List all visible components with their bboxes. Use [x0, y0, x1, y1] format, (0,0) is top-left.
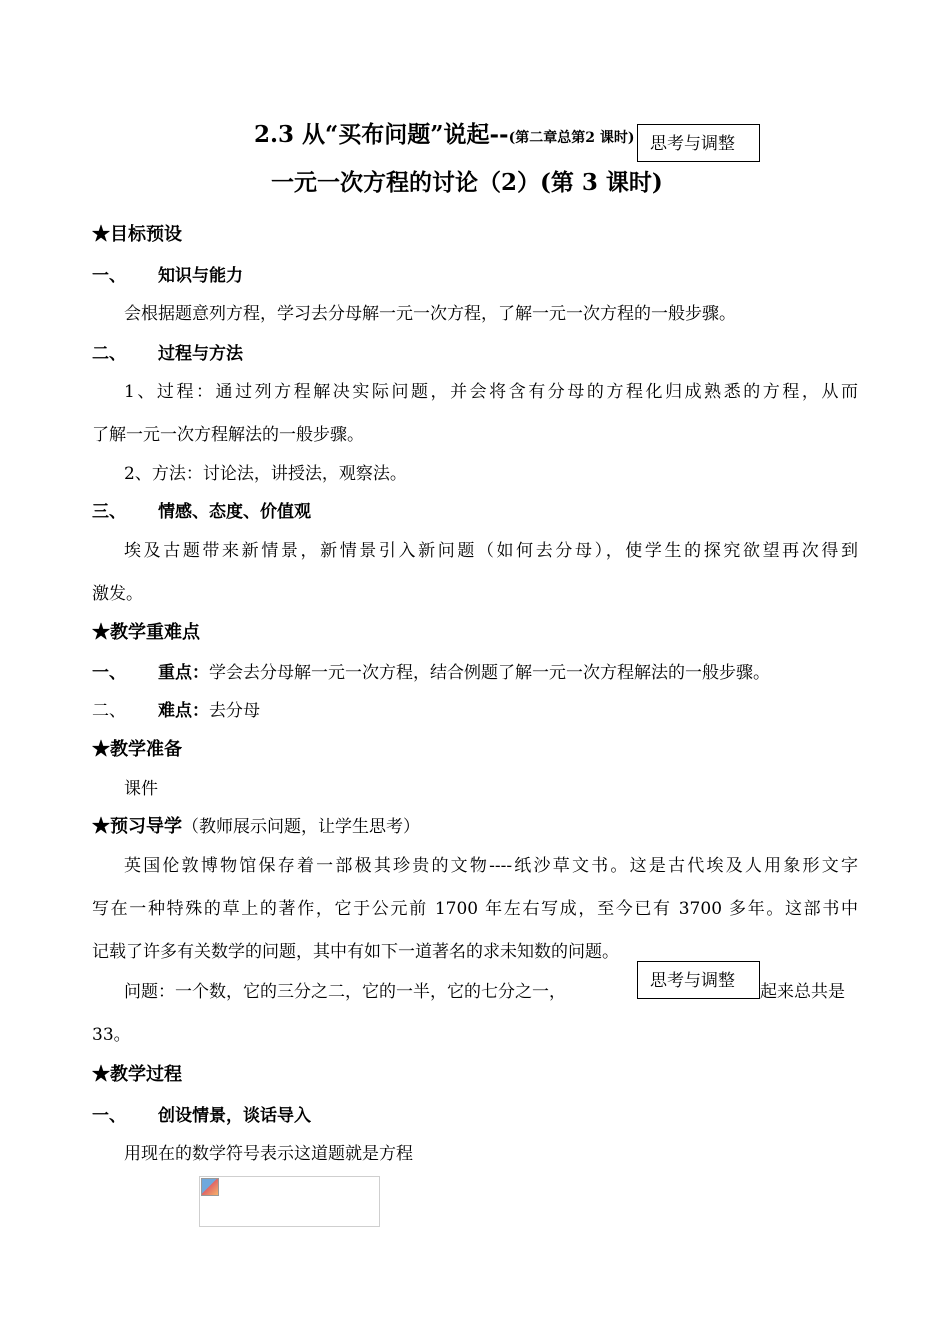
doc-title-line2: 一元一次方程的讨论（2）(第 3 课时): [271, 169, 663, 196]
section-heading-goals: ★目标预设: [92, 224, 182, 245]
equation-image: [199, 1176, 380, 1227]
goal-section-3-pa: 埃及古题带来新情景，新情景引入新问题（如何去分母），使学生的探究欲望再次得到: [124, 541, 858, 561]
margin-note-callout: 思考与调整: [637, 124, 760, 162]
goal-section-2-p2: 2、方法：讨论法，讲授法，观察法。: [124, 464, 407, 484]
goal-section-3: 三、 情感、态度、价值观: [92, 502, 311, 522]
preview-question-left: 问题：一个数，它的三分之二，它的一半，它的七分之一，: [124, 982, 566, 1002]
goal-section-3-pb: 激发。: [92, 584, 143, 604]
goal-section-2-p1b: 了解一元一次方程解法的一般步骤。: [92, 425, 364, 445]
process-section-1-text: 用现在的数学符号表示这道题就是方程: [124, 1144, 413, 1164]
section-heading-key-points: ★教学重难点: [92, 622, 200, 643]
title-sub-tail: 2 课时): [585, 130, 635, 146]
doc-title-line1: [254, 116, 634, 149]
broken-image-icon: [201, 1178, 219, 1196]
goal-section-1-text: 会根据题意列方程，学习去分母解一元一次方程，了解一元一次方程的一般步骤。: [124, 304, 736, 324]
preview-question-end: 33。: [92, 1025, 131, 1045]
goal-section-2: 二、 过程与方法: [92, 344, 243, 364]
title-main: 2.3 从“买布问题”说起--: [254, 121, 509, 148]
margin-note-callout: 思考与调整: [637, 961, 760, 999]
preview-paragraph-c: 记载了许多有关数学的问题，其中有如下一道著名的求未知数的问题。: [92, 942, 619, 962]
preparation-text: 课件: [124, 779, 158, 799]
key-point-2: 二、 难点：去分母: [92, 701, 260, 721]
goal-section-1: 一、 知识与能力: [92, 266, 243, 286]
key-point-1: 一、 重点：学会去分母解一元一次方程，结合例题了解一元一次方程解法的一般步骤。: [92, 663, 770, 683]
title-sub: (第二章总第: [508, 130, 586, 146]
section-heading-preview: ★预习导学（教师展示问题，让学生思考）: [92, 816, 420, 837]
preview-paragraph-a: 英国伦敦博物馆保存着一部极其珍贵的文物----纸沙草文书。这是古代埃及人用象形文字: [124, 856, 858, 876]
section-heading-preparation: ★教学准备: [92, 739, 182, 760]
goal-section-2-p1a: 1、过程：通过列方程解决实际问题，并会将含有分母的方程化归成熟悉的方程，从而: [124, 382, 858, 402]
process-section-1: 一、 创设情景，谈话导入: [92, 1106, 311, 1126]
preview-question-right: 起来总共是: [760, 982, 845, 1002]
preview-paragraph-b: 写在一种特殊的草上的著作，它于公元前 1700 年左右写成，至今已有 3700 多年。这部书中: [92, 899, 858, 919]
section-heading-process: ★教学过程: [92, 1064, 182, 1085]
